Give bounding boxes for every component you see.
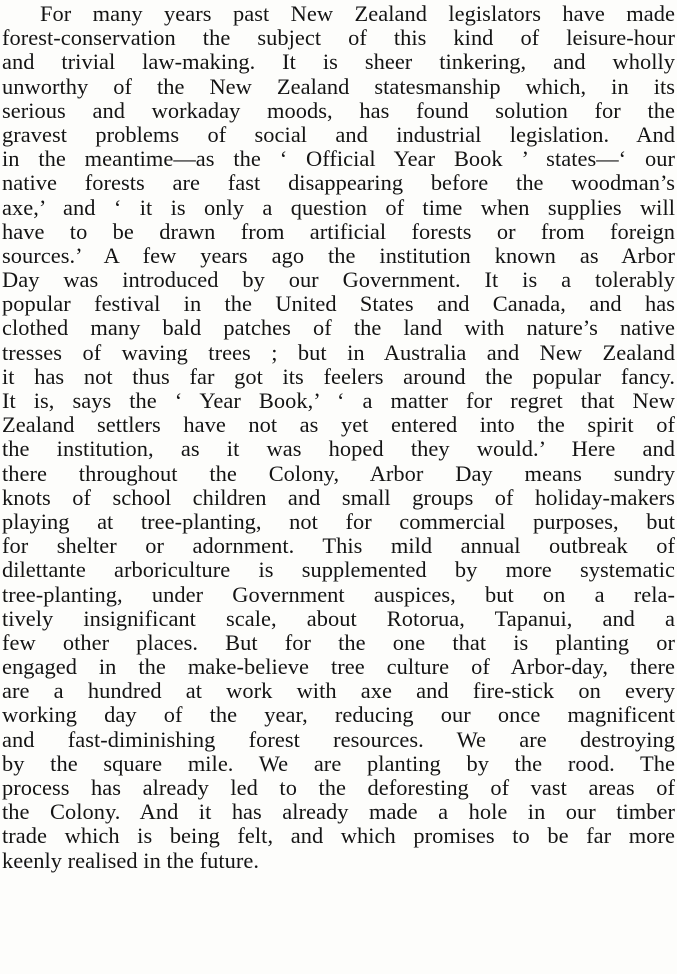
article-line: native forests are fast disappearing before the woodman’s [2, 170, 675, 196]
article-line: process has already led to the deforesting of vast areas of [2, 775, 675, 800]
article-line: unworthy of the New Zealand statesmanship which, in its [2, 73, 675, 99]
article-line: in the meantime—as the ‘ Official Year Book ’ states—‘ our [2, 146, 675, 172]
article-line: the institution, as it was hoped they would.’ Here and [2, 436, 675, 462]
article-line: axe,’ and ‘ it is only a question of time when supplies will [2, 194, 675, 220]
article-line: few other places. But for the one that is planting or [2, 629, 675, 655]
article-line: keenly realised in the future. [2, 847, 260, 873]
article-line: playing at tree-planting, not for commercial purposes, but [2, 508, 675, 534]
article-line: tively insignificant scale, about Rotorua, Tapanui, and a [2, 605, 675, 631]
article-line: tresses of waving trees ; but in Australia and New Zealand [2, 339, 675, 365]
article-line: tree-planting, under Government auspices, but on a rela- [2, 581, 675, 607]
article-line: forest-conservation the subject of this kind of leisure-hour [2, 25, 675, 51]
article-line: it has not thus far got its feelers around the popular fancy. [2, 363, 675, 389]
article-line: and fast-diminishing forest resources. We are destroying [2, 726, 675, 752]
article-line: Day was introduced by our Government. It is a tolerably [2, 267, 675, 293]
article-line: by the square mile. We are planting by the rood. The [2, 750, 675, 776]
article-line: dilettante arboriculture is supplemented by more systematic [2, 557, 675, 583]
article-line: and trivial law-making. It is sheer tinkering, and wholly [2, 49, 675, 75]
article-line: knots of school children and small groups of holiday-makers [2, 484, 675, 510]
article-line: Zealand settlers have not as yet entered into the spirit of [2, 412, 675, 438]
article-line: sources.’ A few years ago the institution known as Arbor [2, 242, 675, 268]
article-line: there throughout the Colony, Arbor Day means sundry [2, 460, 675, 486]
article-line: working day of the year, reducing our once magnificent [2, 702, 675, 728]
article-line: For many years past New Zealand legislators have made [40, 1, 675, 26]
article-line: are a hundred at work with axe and fire-stick on every [2, 678, 675, 704]
article-line: It is, says the ‘ Year Book,’ ‘ a matter for regret that New [2, 388, 675, 413]
article-line: trade which is being felt, and which promises to be far more [2, 823, 675, 849]
article-line: gravest problems of social and industrial legislation. And [2, 121, 675, 147]
article-line: the Colony. And it has already made a hole in our timber [2, 799, 675, 825]
article-line: popular festival in the United States and Canada, and has [2, 291, 675, 317]
article-line: have to be drawn from artificial forests or from foreign [2, 218, 675, 244]
article-line: serious and workaday moods, has found solution for the [2, 97, 675, 123]
article-line: for shelter or adornment. This mild annual outbreak of [2, 533, 675, 559]
article-line: engaged in the make-believe tree culture of Arbor-day, there [2, 654, 675, 680]
article-line: clothed many bald patches of the land with nature’s native [2, 315, 675, 341]
article-column [2, 2, 675, 873]
